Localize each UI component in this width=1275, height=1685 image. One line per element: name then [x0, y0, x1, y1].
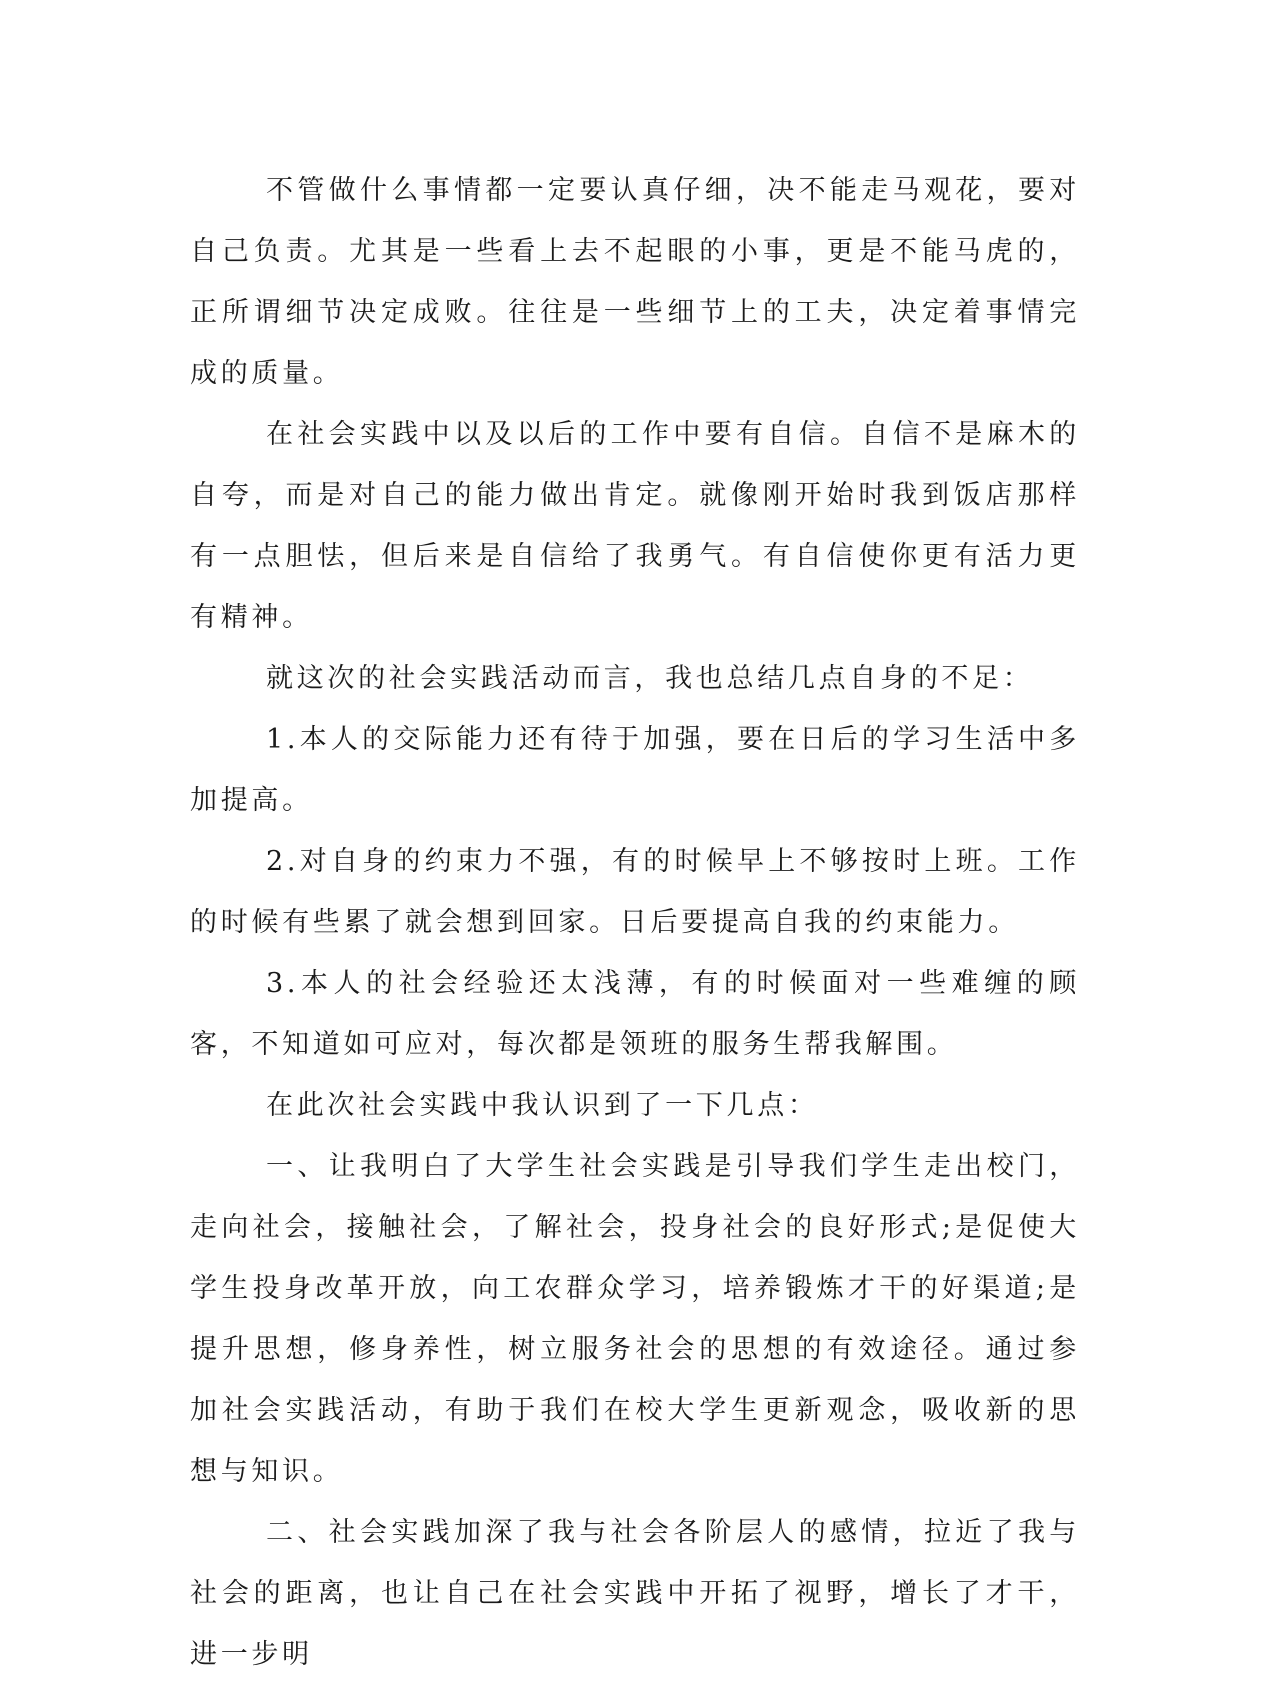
list-item-lesson-1: 一、让我明白了大学生社会实践是引导我们学生走出校门，走向社会，接触社会，了解社会，投身社会的良好形式;是促使大学生投身改革开放，向工农群众学习，培养锻炼才干的好渠道;是提升思想，修身养性，树立服务社会的思想的有效途径。通过参加社会实践活动，有助于我们在校大学生更新观念，吸收新的思想与知识。 [190, 1151, 1080, 1487]
list-item-shortcoming-2: 2.对自身的约束力不强，有的时候早上不够按时上班。工作的时候有些累了就会想到回家。日后要提高自我的约束能力。 [190, 846, 1080, 938]
paragraph-detail-matters: 不管做什么事情都一定要认真仔细，决不能走马观花，要对自己负责。尤其是一些看上去不起眼的小事，更是不能马虎的，正所谓细节决定成败。往往是一些细节上的工夫，决定着事情完成的质量。 [190, 175, 1080, 389]
paragraph-self-confidence: 在社会实践中以及以后的工作中要有自信。自信不是麻木的自夸，而是对自己的能力做出肯定。就像刚开始时我到饭店那样有一点胆怯，但后来是自信给了我勇气。有自信使你更有活力更有精神。 [190, 419, 1080, 633]
paragraph-lessons-intro: 在此次社会实践中我认识到了一下几点： [266, 1090, 819, 1121]
paragraph-shortcomings-intro: 就这次的社会实践活动而言，我也总结几点自身的不足： [266, 663, 1034, 694]
document-body [190, 160, 1080, 1685]
list-item-lesson-2: 二、社会实践加深了我与社会各阶层人的感情，拉近了我与社会的距离，也让自己在社会实践中开拓了视野，增长了才干，进一步明 [190, 1517, 1080, 1670]
list-item-shortcoming-3: 3.本人的社会经验还太浅薄，有的时候面对一些难缠的顾客，不知道如可应对，每次都是领班的服务生帮我解围。 [190, 968, 1080, 1060]
list-item-shortcoming-1: 1.本人的交际能力还有待于加强，要在日后的学习生活中多加提高。 [190, 724, 1080, 816]
